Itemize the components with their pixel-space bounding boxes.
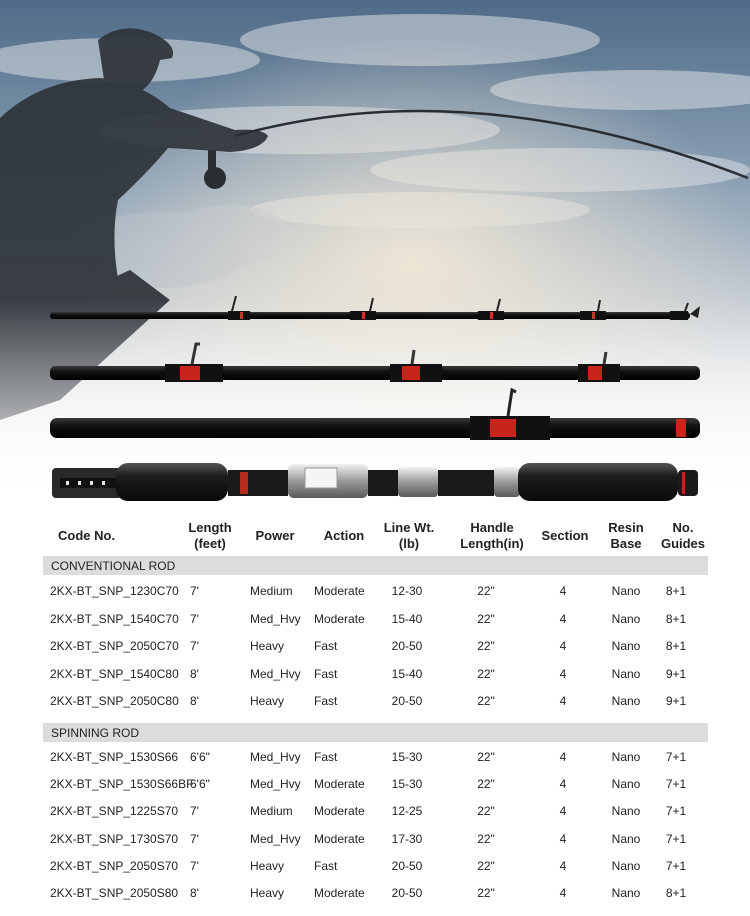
table-row: [0, 826, 750, 853]
cell-code: 2KX-BT_SNP_2050S80: [50, 886, 179, 900]
header-section: Section: [541, 528, 589, 543]
cell-handle: 22": [477, 639, 495, 653]
cell-guides: 9+1: [665, 694, 687, 708]
cell-code: 2KX-BT_SNP_1225S70: [50, 804, 179, 818]
cell-handle: 22": [477, 750, 495, 764]
cell-resin: Nano: [611, 832, 641, 846]
cell-line: 20-50: [391, 886, 423, 900]
cell-section: 4: [559, 667, 567, 681]
cell-action: Moderate: [314, 804, 365, 818]
cell-handle: 22": [477, 777, 495, 791]
cell-guides: 7+1: [665, 777, 687, 791]
cell-guides: 7+1: [665, 832, 687, 846]
cell-code: 2KX-BT_SNP_2050S70: [50, 859, 179, 873]
table-row: [0, 744, 750, 771]
cell-section: 4: [559, 694, 567, 708]
cell-line: 20-50: [391, 694, 423, 708]
table-row: [0, 633, 750, 660]
header-line-weight: Line Wt. (lb): [383, 520, 435, 551]
cell-power: Med_Hvy: [250, 612, 301, 626]
cell-power: Med_Hvy: [250, 777, 301, 791]
cell-length: 7': [190, 832, 199, 846]
cell-action: Fast: [314, 750, 338, 764]
cell-resin: Nano: [611, 694, 641, 708]
header-code: Code No.: [58, 528, 116, 543]
table-row: [0, 798, 750, 825]
cell-code: 2KX-BT_SNP_1530S66: [50, 750, 179, 764]
header-power: Power: [255, 528, 295, 543]
cell-line: 17-30: [391, 832, 423, 846]
cell-action: Moderate: [314, 612, 365, 626]
header-handle-length: Handle Length(in): [460, 520, 524, 551]
cell-action: Fast: [314, 639, 338, 653]
table-row: [0, 578, 750, 605]
cell-action: Moderate: [314, 886, 365, 900]
cell-length: 7': [190, 639, 199, 653]
cell-handle: 22": [477, 612, 495, 626]
cell-code: 2KX-BT_SNP_1540C70: [50, 612, 179, 626]
cell-resin: Nano: [611, 859, 641, 873]
cell-guides: 7+1: [665, 750, 687, 764]
cell-guides: 7+1: [665, 859, 687, 873]
cell-handle: 22": [477, 832, 495, 846]
cell-resin: Nano: [611, 886, 641, 900]
cell-code: 2KX-BT_SNP_2050C70: [50, 639, 179, 653]
cell-power: Medium: [250, 804, 293, 818]
cell-handle: 22": [477, 667, 495, 681]
cell-handle: 22": [477, 886, 495, 900]
spec-table: [0, 508, 750, 916]
table-row: [0, 661, 750, 688]
cell-section: 4: [559, 750, 567, 764]
cell-section: 4: [559, 886, 567, 900]
cell-length: 8': [190, 667, 199, 681]
cell-power: Heavy: [250, 859, 285, 873]
cell-length: 6'6": [190, 777, 210, 791]
cell-guides: 7+1: [665, 804, 687, 818]
cell-section: 4: [559, 804, 567, 818]
cell-power: Med_Hvy: [250, 667, 301, 681]
table-row: [0, 606, 750, 633]
cell-section: 4: [559, 777, 567, 791]
cell-guides: 8+1: [665, 612, 687, 626]
section-header-label: SPINNING ROD: [51, 726, 140, 740]
cell-resin: Nano: [611, 584, 641, 598]
cell-section: 4: [559, 584, 567, 598]
cell-power: Med_Hvy: [250, 832, 301, 846]
cell-length: 8': [190, 886, 199, 900]
cell-code: 2KX-BT_SNP_1230C70: [50, 584, 179, 598]
header-action: Action: [323, 528, 365, 543]
cell-length: 7': [190, 804, 199, 818]
header-resin-base: Resin Base: [608, 520, 644, 551]
cell-line: 20-50: [391, 859, 423, 873]
cell-code: 2KX-BT_SNP_1530S66BF: [50, 777, 194, 791]
header-length: Length (feet): [188, 520, 232, 551]
cell-guides: 8+1: [665, 886, 687, 900]
cell-length: 6'6": [190, 750, 210, 764]
cell-action: Moderate: [314, 584, 365, 598]
cell-length: 7': [190, 859, 199, 873]
cell-line: 15-40: [391, 667, 423, 681]
cell-action: Fast: [314, 694, 338, 708]
cell-section: 4: [559, 639, 567, 653]
cell-section: 4: [559, 859, 567, 873]
cell-action: Fast: [314, 859, 338, 873]
cell-resin: Nano: [611, 750, 641, 764]
cell-action: Moderate: [314, 777, 365, 791]
cell-resin: Nano: [611, 777, 641, 791]
cell-code: 2KX-BT_SNP_2050C80: [50, 694, 179, 708]
cell-code: 2KX-BT_SNP_1540C80: [50, 667, 179, 681]
cell-line: 20-50: [391, 639, 423, 653]
cell-guides: 8+1: [665, 584, 687, 598]
cell-handle: 22": [477, 584, 495, 598]
cell-action: Moderate: [314, 832, 365, 846]
cell-power: Med_Hvy: [250, 750, 301, 764]
cell-resin: Nano: [611, 612, 641, 626]
cell-resin: Nano: [611, 804, 641, 818]
cell-length: 7': [190, 612, 199, 626]
table-row: [0, 853, 750, 880]
cell-handle: 22": [477, 694, 495, 708]
table-row: [0, 688, 750, 715]
cell-line: 15-30: [391, 777, 423, 791]
cell-resin: Nano: [611, 639, 641, 653]
cell-line: 12-25: [391, 804, 423, 818]
cell-guides: 8+1: [665, 639, 687, 653]
cell-section: 4: [559, 832, 567, 846]
cell-code: 2KX-BT_SNP_1730S70: [50, 832, 179, 846]
section-header: [43, 723, 708, 742]
cell-power: Heavy: [250, 886, 285, 900]
cell-length: 8': [190, 694, 199, 708]
cell-action: Fast: [314, 667, 338, 681]
header-guides: No. Guides: [660, 520, 706, 551]
table-row: [0, 771, 750, 798]
cell-resin: Nano: [611, 667, 641, 681]
cell-guides: 9+1: [665, 667, 687, 681]
cell-handle: 22": [477, 859, 495, 873]
section-header: [43, 556, 708, 575]
cell-line: 12-30: [391, 584, 423, 598]
cell-power: Heavy: [250, 694, 285, 708]
cell-line: 15-40: [391, 612, 423, 626]
cell-length: 7': [190, 584, 199, 598]
cell-section: 4: [559, 612, 567, 626]
section-header-label: CONVENTIONAL ROD: [51, 559, 176, 573]
cell-handle: 22": [477, 804, 495, 818]
table-row: [0, 880, 750, 907]
cell-line: 15-30: [391, 750, 423, 764]
cell-power: Heavy: [250, 639, 285, 653]
cell-power: Medium: [250, 584, 293, 598]
